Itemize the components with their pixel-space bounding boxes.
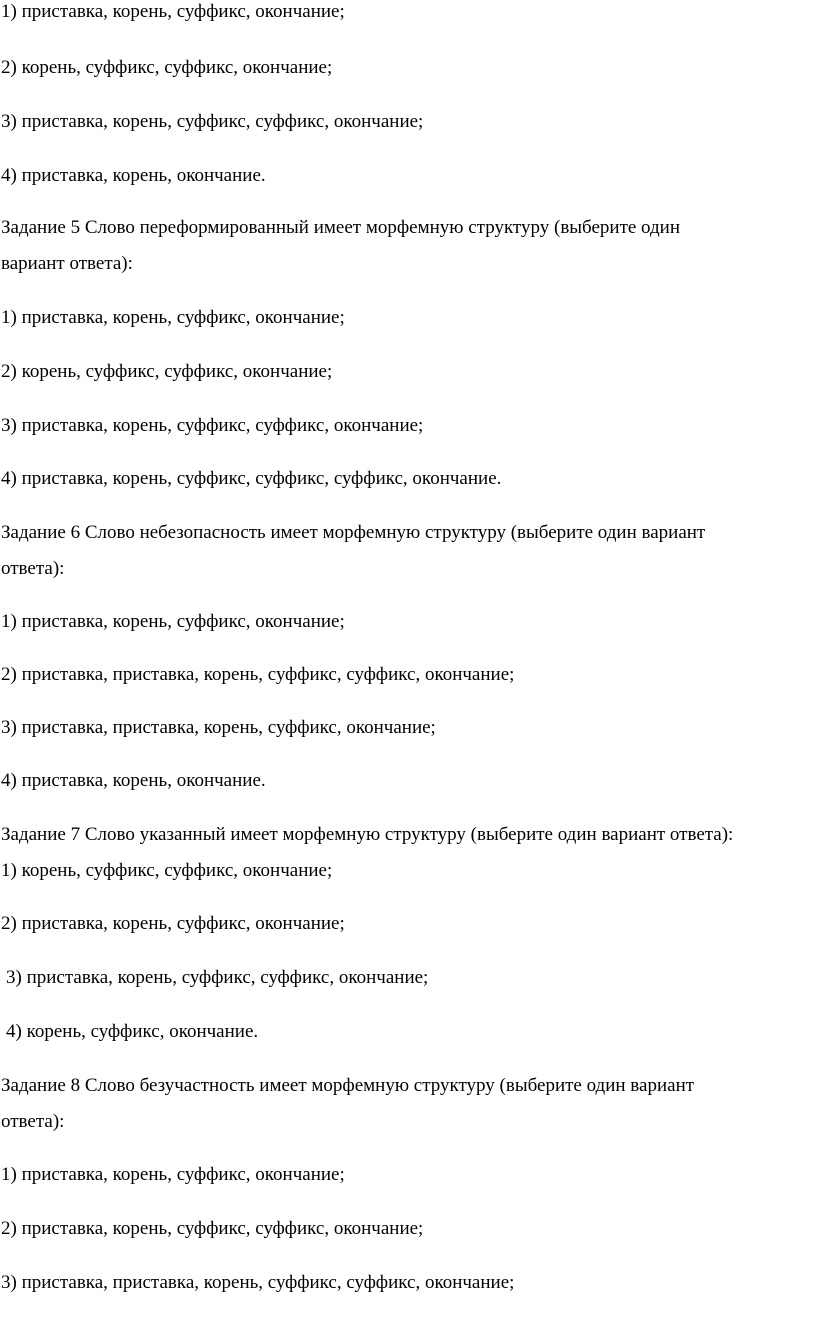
task-6-option-1: 1) приставка, корень, суффикс, окончание; — [1, 611, 345, 632]
task-6-option-2: 2) приставка, приставка, корень, суффикс, суффикс, окончание; — [1, 664, 515, 685]
option-2: 2) корень, суффикс, суффикс, окончание; — [1, 57, 333, 78]
task-7-option-1: 1) корень, суффикс, суффикс, окончание; — [1, 860, 333, 881]
task-5-option-4: 4) приставка, корень, суффикс, суффикс, суффикс, окончание. — [1, 468, 502, 489]
task-5-heading: Задание 5 Слово переформированный имеет морфемную структуру (выберите один — [1, 217, 681, 238]
task-8-heading: Задание 8 Слово безучастность имеет морфемную структуру (выберите один вариант — [1, 1075, 695, 1096]
task-5-heading-cont: вариант ответа): — [1, 253, 133, 274]
task-8-option-3: 3) приставка, приставка, корень, суффикс, суффикс, окончание; — [1, 1272, 515, 1293]
task-6-option-4: 4) приставка, корень, окончание. — [1, 770, 266, 791]
option-3: 3) приставка, корень, суффикс, суффикс, окончание; — [1, 111, 424, 132]
task-7-option-2: 2) приставка, корень, суффикс, окончание; — [1, 913, 345, 934]
task-7-heading: Задание 7 Слово указанный имеет морфемную структуру (выберите один вариант ответа): — [1, 824, 734, 845]
task-5-option-3: 3) приставка, корень, суффикс, суффикс, окончание; — [1, 415, 424, 436]
task-7-option-4: 4) корень, суффикс, окончание. — [6, 1021, 259, 1042]
task-5-option-1: 1) приставка, корень, суффикс, окончание; — [1, 307, 345, 328]
task-8-option-1: 1) приставка, корень, суффикс, окончание; — [1, 1164, 345, 1185]
task-6-heading: Задание 6 Слово небезопасность имеет морфемную структуру (выберите один вариант — [1, 522, 706, 543]
task-8-heading-cont: ответа): — [1, 1111, 65, 1132]
task-6-heading-cont: ответа): — [1, 558, 65, 579]
option-4: 4) приставка, корень, окончание. — [1, 165, 266, 186]
task-6-option-3: 3) приставка, приставка, корень, суффикс, окончание; — [1, 717, 436, 738]
task-5-option-2: 2) корень, суффикс, суффикс, окончание; — [1, 361, 333, 382]
option-1: 1) приставка, корень, суффикс, окончание; — [1, 1, 345, 22]
task-7-option-3: 3) приставка, корень, суффикс, суффикс, окончание; — [6, 967, 429, 988]
task-8-option-2: 2) приставка, корень, суффикс, суффикс, окончание; — [1, 1218, 424, 1239]
